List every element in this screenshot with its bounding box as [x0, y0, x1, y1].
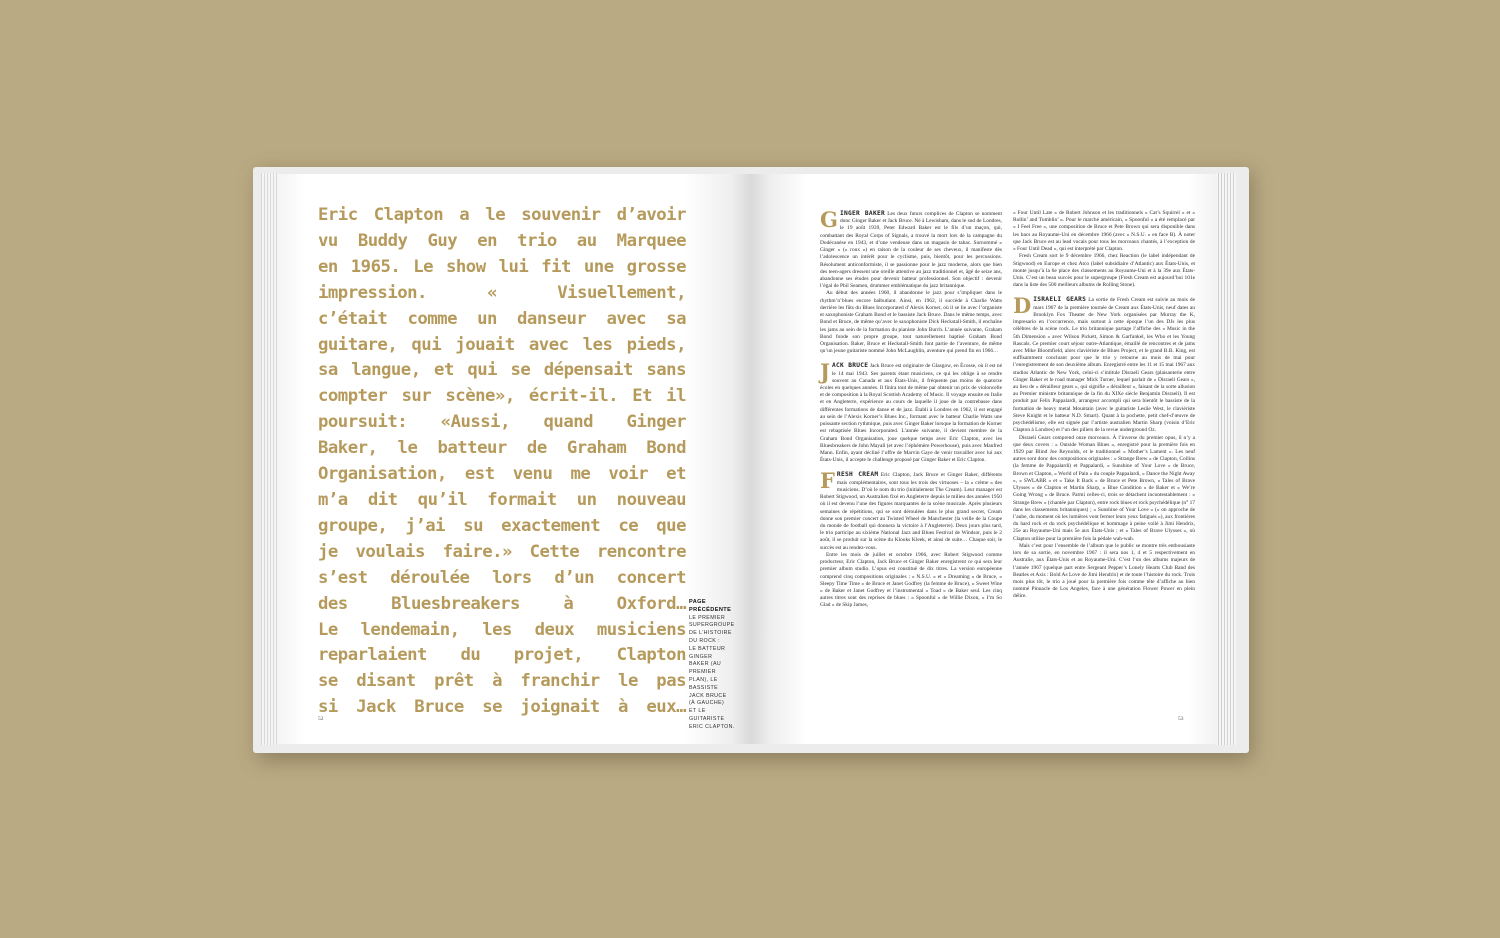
quote-line: impression. « Visuellement,: [318, 282, 686, 303]
quote-line: se disant prêt à franchir le pas: [318, 671, 686, 692]
quote-line: des Bluesbreakers à Oxford…: [318, 593, 686, 614]
caption-line: DU ROCK :: [689, 637, 720, 644]
quote-line: compter sur scène», écrit-il. Et il: [318, 386, 686, 407]
quote-line: m’a dit qu’il formait un nouveau: [318, 489, 686, 510]
paragraph-text: Eric Clapton, Jack Bruce et Ginger Baker, différents mais complémentaires, sont tous les trois des virtuoses – la « crème » des musiciens. D’où le nom du trio (initialement The Cream). Leur manager est Robert Stigwood, un Australien fixé en Angleterre depuis le milieu des années 1950 où il est devenu l’une des figures marquantes de la scène musicale. Après plusieurs semaines de répétitions, qui se sont déroulées dans le plus grand secret, Cream donne son premier concert au Twisted Wheel de Manchester (la veille de la Coupe du monde de football qui donnera la victoire à l’Angleterre). Deux jours plus tard, le trio participe au sixième National Jazz and Blues Festival de Windsor, puis le 2 août, il se produit sur la scène du Klooks Kleek, et ainsi de suite… Chaque soir, le succès est au rendez-vous.: [820, 472, 1002, 551]
drop-cap: D: [1013, 293, 1032, 319]
text-column-1: [820, 207, 1003, 610]
quote-line: Eric Clapton a le souvenir d’avoir: [318, 205, 686, 225]
drop-cap: F: [820, 468, 835, 494]
section-heading: ACK BRUCE: [831, 362, 869, 370]
caption-line: ET LE GUITARISTE: [689, 708, 725, 722]
pull-quote: [318, 203, 686, 721]
photo-caption: [689, 599, 737, 732]
page-edges-left: [261, 173, 277, 745]
paragraph: [820, 468, 1002, 551]
paragraph: Disraeli Gears comprend onze morceaux. À l’inverse du premier opus, il n’y a que deux covers : « Outside Woman Blues », enregistré pour la première fois en 1929 par Blind Joe Reynolds, et le traditionnel « Mother’s Lament ». Les neuf autres sont donc des compositions originales : « Strange Brew » de Clapton, Collins (la femme de Pappalardi) et Pappalardi, « Sunshine of Your Love » de Bruce, Brown et Clapton, « World of Pain » du couple Pappalardi, « Dance the Night Away », « SWLABR » et « Take It Back » de Bruce et Pete Brown, « Tales of Brave Ulysses » de Clapton et Martin Sharp, « Blue Condition » de Baker et « We’re Going Wrong » de Bruce. Parmi celles-ci, trois se détachent incontestablement : « Strange Brew » (chantée par Clapton), entre rock blues et rock psychédélique (n° 17 dans les classements britanniques) ; « Sunshine of Your Love » (« on approche de l’aube, du moment où les lumières vont fermer leurs yeux fatigués »), aux frontières du hard rock et du rock psychédélique et hommage à peine voilé à Jimi Hendrix, 25e au Royaume-Uni mais 5e aux États-Unis ; et « Tales of Brave Ulysses », où Clapton utilise pour la première fois la pédale wah-wah.: [1013, 434, 1195, 542]
paragraph: Au début des années 1960, il abandonne le jazz pour s’impliquer dans le rhythm’n’blues encore balbutiant. Ainsi, en 1962, il succède à Charlie Watts derrière les fûts du Blues Incorporated d’Alexis Korner, où il se lie avec l’organiste et saxophoniste Graham Bond et le bassiste Jack Bruce. Dans le même temps, avec Bond et Bruce, de même qu’avec le saxophoniste Dick Heckstall-Smith, il enchaîne les jams au sein de la formation du pianiste John Burch. L’année suivante, Graham Bond fonde son propre groupe, tout naturellement baptisé Graham Bond Organisation. Baker, Bruce et Heckstall-Smith font partie de l’aventure, de même qu’un jeune guitariste nommé John McLaughlin, aventure qui prend fin en 1966…: [820, 290, 1002, 355]
quote-line: reparlaient du projet, Clapton: [318, 645, 686, 666]
quote-line: vu Buddy Guy en trio au Marquee: [318, 230, 686, 251]
caption-line: SUPERGROUPE: [689, 622, 735, 629]
section-heading: RESH CREAM: [836, 471, 879, 479]
quote-line: guitare, qui jouait avec les pieds,: [318, 334, 686, 355]
drop-cap: J: [820, 359, 830, 385]
caption-line: ERIC CLAPTON.: [689, 723, 735, 730]
caption-line: PLAN), LE BASSISTE: [689, 676, 719, 691]
quote-line: Organisation, est venu me voir et: [318, 464, 686, 485]
quote-line: je voulais faire.» Cette rencontre: [318, 541, 686, 562]
quote-line: s’est déroulée lors d’un concert: [318, 567, 686, 588]
quote-line: c’était comme un danseur avec sa: [318, 308, 686, 329]
caption-line: LE BATTEUR GINGER: [689, 645, 726, 660]
page-number-right: 53: [1178, 716, 1184, 722]
section-heading: INGER BAKER: [839, 210, 886, 217]
paragraph: Mais c’est pour l’ensemble de l’album que le public se montre très enthousiaste lors de sa sortie, en novembre 1967 : il sera nos 1, 4 et 5 respectivement en Australie, aux États-Unis et au Royaume-Uni. C’est l’un des albums majeurs de l’année 1967 (quelque part entre Sergeant Pepper’s Lonely Hearts Club Band des Beatles et Axis : Bold As Love de Jimi Hendrix) et de toute l’histoire du rock. Trois mois plus tôt, le trio a joué pour la première fois comme tête d’affiche au bien nommé Pinnacle de Los Angeles, face à une génération Flower Power en plein délire.: [1013, 542, 1195, 600]
caption-title: PAGE PRÉCÉDENTE: [689, 599, 732, 613]
quote-line: Le lendemain, les deux musiciens: [318, 619, 686, 640]
quote-line: si Jack Bruce se joignait à eux…: [318, 697, 686, 718]
text-column-2: [1013, 210, 1195, 601]
paragraph: « Four Until Late » de Robert Johnson et les traditionnels « Cat’s Squirrel » et « Rollin’ and Tumblin’ ». Pour le marché américain, « Spoonful » a été remplacé par « I Feel Free », une composition de Bruce et Pete Brown qui sera disponible dans les bacs au Royaume-Uni en décembre 1966 (avec « N.S.U. » en face B). À noter que Jack Bruce est au lead vocals pour tous les morceaux chantés, à l’exception de « Four Until Dead », qui est interprété par Clapton.: [1013, 210, 1195, 253]
paragraph: Entre les mois de juillet et octobre 1966, avec Robert Stigwood comme producteur, Eric Clapton, Jack Bruce et Ginger Baker enregistrent ce qui sera leur premier album studio. L’opus est constitué de dix titres. La version européenne comprend cinq compositions originales : « N.S.U. » et « Dreaming » de Bruce, « Sleepy Time Time » de Bruce et Janet Godfrey (la femme de Bruce), « Sweet Wine » de Baker et Janet Godfrey et l’instrumental « Toad » de Baker seul. Les cinq autres titres sont des reprises de blues : « Spoonful » de Willie Dixon, « I’m So Glad » de Skip James,: [820, 551, 1002, 609]
caption-line: BAKER (AU PREMIER: [689, 661, 722, 676]
paragraph: Fresh Cream sort le 9 décembre 1966, chez Reaction (le label indépendant de Stigwood) en Europe et chez Atco (label subsidiaire d’Atlantic) aux États-Unis, et monte jusqu’à la 6e place des classements au Royaume-Uni et à la 39e aux États-Unis. C’est un beau succès pour le supergroupe (Fresh Cream est aujourd’hui 101e dans la liste des 500 meilleurs albums de Rolling Stone).: [1013, 253, 1195, 289]
caption-line: DE L’HISTOIRE: [689, 630, 732, 637]
drop-cap: G: [820, 207, 838, 232]
paragraph: [820, 207, 1003, 290]
paragraph: [820, 359, 1002, 464]
quote-line: groupe, j’ai su exactement ce que: [318, 515, 686, 536]
caption-line: LE PREMIER: [689, 614, 726, 621]
page-edges-right: [1216, 173, 1236, 745]
paragraph-text: Jack Bruce est originaire de Glasgow, en Écosse, où il est né le 14 mai 1943. Ses parents étant musiciens, ce qui les oblige à se rendre souvent au Canada et aux États-Unis, il fréquente pas moins de quatorze écoles en quelques années. Il finira tout de même par obtenir un prix de violoncelle et de composition à la Royal Scottish Academy of Music. Il voyage ensuite en Italie et en Angleterre, expérience au cours de laquelle il joue de la contrebasse dans différentes formations de danse et de jazz. Établi à Londres en 1962, il est engagé au sein de l’Alexis Korner’s Blues Inc., formant avec le batteur Charlie Watts une puissante section rythmique, puis avec Ginger Baker lorsque la formation de Korner est rebaptisée Blues Incorporated. L’année suivante, il devient membre de la Graham Bond Organisation, joue quelque temps avec Eric Clapton, avec les Bluesbreakers de John Mayall (et avec l’éphémère Powerhouse), puis avec Manfred Mann. Enfin, ayant décliné l’offre de Marvin Gaye de venir travailler avec lui aux États-Unis, il accepte le challenge proposé par Ginger Baker et Eric Clapton.: [820, 363, 1002, 464]
section-heading: ISRAELI GEARS: [1033, 296, 1087, 304]
paragraph-text: La sortie de Fresh Cream est suivie au mois de mars 1967 de la première tournée de Cream aux États-Unis, neuf dates au Brooklyn Fox Theater de New York organisées par Murray the K, impresario en l’occurrence, mais surtout à cette époque l’un des DJs les plus célèbres de la scène rock. Le trio britannique partage l’affiche des « Music in the 5th Dimension » avec Wilson Pickett, Simon & Garfunkel, les Who et les Young Rascals. Ce premier court séjour outre-Atlantique, émaillé de rencontres et de jams avec Mike Bloomfield, alors claviériste de Blues Project, et le grand B.B. King, est suffisamment concluant pour que le trio y retourne au mois de mai pour l’enregistrement de son deuxième album. Enregistré entre les 11 et 15 mai 1967 aux studios Atlantic de New York, celui-ci s’intitule Disraeli Gears (plaisanterie entre Ginger Baker et le road manager Mick Turner, lequel parlait de « Disraeli Gears », au lieu de « dérailleur gears », qui signifie « dérailleur », faisant de la sorte allusion au Premier ministre britannique de la fin du XIXe siècle Benjamin Disraeli). Il est produit par Felix Pappalardi, arrangeur accompli qui sera bientôt le bassiste de la formation de heavy metal Mountain (avec le guitariste Leslie West, le claviériste Steve Knight et le batteur N.D. Smart). Quant à la pochette, petit chef-d’œuvre de psychédélisme, elle est signée par l’artiste australien Martin Sharp (voisin d’Eric Clapton à Londres) et l’un des piliers de la revue underground Oz.: [1013, 297, 1195, 434]
page-number-left: 52: [318, 716, 324, 722]
quote-line: Baker, le batteur de Graham Bond: [318, 438, 686, 459]
quote-line: sa langue, et qui se dépensait sans: [318, 360, 686, 381]
paragraph: [1013, 293, 1195, 434]
caption-line: (À GAUCHE): [689, 700, 725, 707]
caption-line: JACK BRUCE: [689, 692, 727, 699]
paragraph-text: Les deux futurs complices de Clapton se nomment donc Ginger Baker et Jack Bruce. Né à Lewisham, dans le sud de Londres, le 19 août 1939, Peter Edward Baker est le fils d’un maçon, qui, combattant des Royal Corps of Signals, a trouvé la mort lors de la campagne du Dodécanèse en 1943, et d’une vendeuse dans un magasin de tabac. Surnommé « Ginger » (« roux ») en raison de la couleur de ses cheveux, il manifeste dès l’adolescence un intérêt pour le cyclisme, puis, bientôt, pour les percussions. Résolument anticonformiste, il se passionne pour le jazz moderne, alors que bien des teen-agers dressent une oreille attentive au jazz traditionnel et, âgé de seize ans, abandonne ses études pour devenir batteur professionnel. Son objectif : devenir l’égal de Phil Seamen, drummer emblématique du jazz britannique.: [820, 211, 1003, 290]
quote-line: en 1965. Le show lui fit une grosse: [318, 256, 686, 277]
quote-line: poursuit: «Aussi, quand Ginger: [318, 412, 686, 433]
